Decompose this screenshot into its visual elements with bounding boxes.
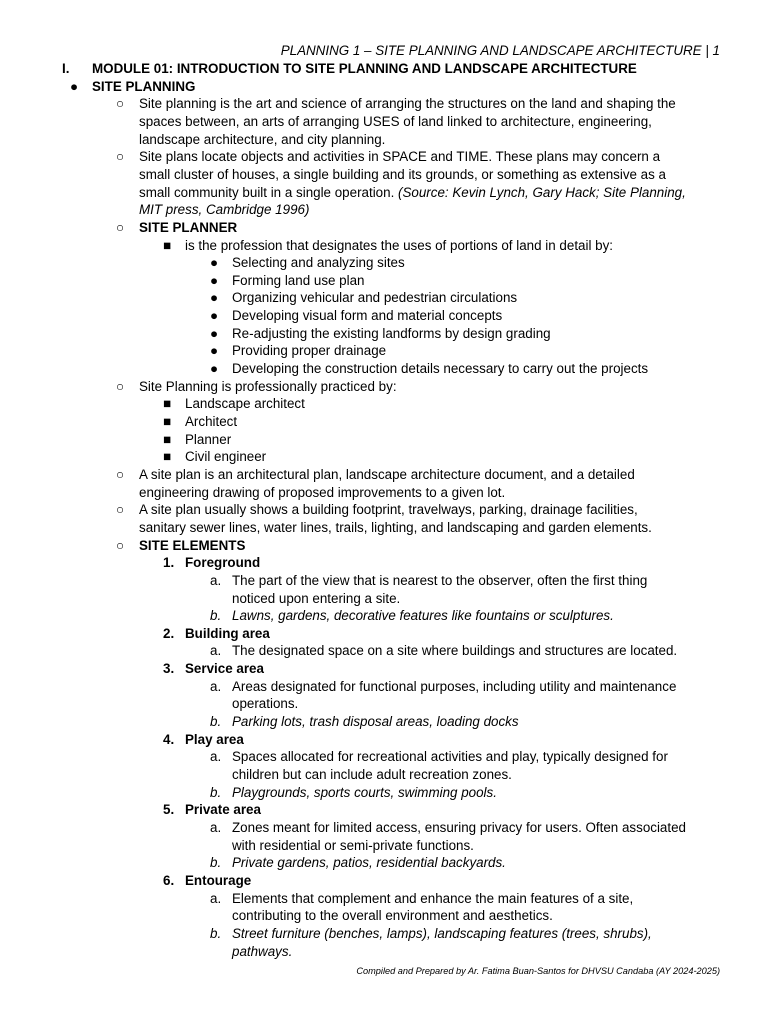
list-item: Developing the construction details necessary to carry out the projects bbox=[232, 361, 649, 377]
element-examples: Street furniture (benches, lamps), landscaping features (trees, shrubs), bbox=[232, 925, 652, 941]
page-number: | 1 bbox=[705, 43, 720, 58]
square-marker: ■ bbox=[163, 414, 172, 429]
element-description: Spaces allocated for recreational activities and play, typically designed for bbox=[232, 749, 668, 765]
circle-marker: ○ bbox=[116, 378, 125, 394]
paragraph-line: A site plan is an architectural plan, landscape architecture document, and a detailed bbox=[139, 466, 635, 482]
module-numeral: I. bbox=[62, 61, 70, 76]
paragraph-line: Site plans locate objects and activities in SPACE and TIME. These plans may concern a bbox=[139, 149, 661, 165]
paragraph-line: small cluster of houses, a single building and its grounds, or something as extensive as a bbox=[139, 166, 666, 182]
paragraph-line: small community built in a single operation. (Source: Kevin Lynch, Gary Hack; Site Planning, bbox=[139, 184, 686, 200]
list-item: Civil engineer bbox=[185, 449, 267, 465]
element-number: 5. bbox=[163, 802, 175, 818]
item-letter: a. bbox=[210, 890, 222, 906]
element-title: Building area bbox=[185, 625, 270, 641]
bullet-marker: ● bbox=[210, 308, 219, 324]
element-description: with residential or semi-private functions. bbox=[232, 837, 474, 853]
bullet-marker: ● bbox=[210, 325, 219, 341]
circle-marker: ○ bbox=[116, 537, 125, 553]
bullet-marker: ● bbox=[210, 343, 219, 359]
module-title: MODULE 01: INTRODUCTION TO SITE PLANNING AND LANDSCAPE ARCHITECTURE bbox=[92, 61, 637, 76]
paragraph-line: A site plan usually shows a building footprint, travelways, parking, drainage facilities, bbox=[139, 502, 638, 518]
square-marker: ■ bbox=[163, 237, 172, 253]
circle-marker: ○ bbox=[116, 219, 125, 235]
element-number: 4. bbox=[163, 731, 175, 747]
element-title: Foreground bbox=[185, 555, 261, 571]
square-marker: ■ bbox=[163, 449, 172, 465]
list-item: Planner bbox=[185, 431, 232, 447]
list-item: Developing visual form and material concepts bbox=[232, 308, 503, 324]
element-number: 1. bbox=[163, 555, 175, 571]
item-letter: a. bbox=[210, 678, 222, 694]
paragraph-line: sanitary sewer lines, water lines, trails, lighting, and landscaping and garden elements. bbox=[139, 519, 652, 535]
item-letter: b. bbox=[210, 608, 222, 624]
element-description: Zones meant for limited access, ensuring privacy for users. Often associated bbox=[232, 819, 686, 835]
bullet-marker: ● bbox=[210, 361, 219, 377]
paragraph-line: landscape architecture, and city planning. bbox=[139, 131, 386, 147]
circle-marker: ○ bbox=[116, 502, 125, 518]
source-citation: (Source: Kevin Lynch, Gary Hack; Site Planning, bbox=[398, 184, 686, 200]
item-letter: a. bbox=[210, 572, 222, 588]
item-letter: a. bbox=[210, 643, 222, 659]
item-letter: b. bbox=[210, 855, 222, 871]
element-title: Play area bbox=[185, 731, 244, 747]
section-heading: SITE PLANNING bbox=[92, 78, 196, 94]
page-header bbox=[281, 43, 720, 58]
item-letter: a. bbox=[210, 819, 222, 835]
square-marker: ■ bbox=[163, 431, 172, 447]
bullet-marker: ● bbox=[210, 272, 219, 288]
paragraph-line: engineering drawing of proposed improvements to a given lot. bbox=[139, 484, 506, 500]
list-item: Organizing vehicular and pedestrian circulations bbox=[232, 290, 518, 306]
element-examples: Private gardens, patios, residential backyards. bbox=[232, 855, 506, 871]
square-marker: ■ bbox=[163, 396, 172, 412]
list-item: Providing proper drainage bbox=[232, 343, 387, 359]
element-number: 3. bbox=[163, 661, 175, 677]
element-examples: Playgrounds, sports courts, swimming pools. bbox=[232, 784, 497, 800]
element-examples: pathways. bbox=[232, 943, 293, 959]
circle-marker: ○ bbox=[116, 466, 125, 482]
item-letter: b. bbox=[210, 714, 222, 730]
page-footer: Compiled and Prepared by Ar. Fatima Buan-Santos for DHVSU Candaba (AY 2024-2025) bbox=[356, 966, 720, 976]
element-examples: Parking lots, trash disposal areas, loading docks bbox=[232, 714, 519, 730]
list-item: Forming land use plan bbox=[232, 272, 365, 288]
item-letter: b. bbox=[210, 784, 222, 800]
paragraph-line: Site Planning is professionally practiced by: bbox=[139, 378, 397, 394]
element-description: noticed upon entering a site. bbox=[232, 590, 401, 606]
element-description: operations. bbox=[232, 696, 299, 712]
list-item: Landscape architect bbox=[185, 396, 305, 412]
bullet-marker: ● bbox=[210, 255, 219, 271]
element-description: Elements that complement and enhance the main features of a site, bbox=[232, 890, 634, 906]
subsection-heading: SITE ELEMENTS bbox=[139, 537, 246, 553]
source-citation: MIT press, Cambridge 1996) bbox=[139, 202, 310, 218]
circle-marker: ○ bbox=[116, 96, 125, 112]
element-title: Service area bbox=[185, 661, 264, 677]
list-item: Selecting and analyzing sites bbox=[232, 255, 405, 271]
paragraph-line: Site planning is the art and science of arranging the structures on the land and shaping the bbox=[139, 96, 676, 112]
list-item: Architect bbox=[185, 414, 238, 429]
element-description: contributing to the overall environment and aesthetics. bbox=[232, 908, 553, 924]
list-item: Re-adjusting the existing landforms by design grading bbox=[232, 325, 551, 341]
element-examples: Lawns, gardens, decorative features like fountains or sculptures. bbox=[232, 608, 614, 624]
item-letter: b. bbox=[210, 925, 222, 941]
subsection-heading: SITE PLANNER bbox=[139, 219, 238, 235]
paragraph-line: is the profession that designates the uses of portions of land in detail by: bbox=[185, 237, 614, 253]
header-title: PLANNING 1 – SITE PLANNING AND LANDSCAPE ARCHITECTURE bbox=[280, 43, 702, 58]
element-description: children but can include adult recreation zones. bbox=[232, 767, 512, 782]
element-title: Entourage bbox=[185, 872, 252, 888]
paragraph-line: spaces between, an arts of arranging USES of land linked to architecture, engineering, bbox=[139, 113, 652, 129]
element-description: The part of the view that is nearest to the observer, often the first thing bbox=[232, 572, 648, 588]
item-letter: a. bbox=[210, 749, 222, 765]
element-description: The designated space on a site where buildings and structures are located. bbox=[232, 643, 678, 659]
circle-marker: ○ bbox=[116, 149, 125, 165]
element-description: Areas designated for functional purposes, including utility and maintenance bbox=[232, 678, 677, 694]
bullet-marker: ● bbox=[70, 78, 79, 94]
bullet-marker: ● bbox=[210, 290, 219, 306]
element-number: 6. bbox=[163, 872, 175, 888]
element-number: 2. bbox=[163, 625, 175, 641]
element-title: Private area bbox=[185, 802, 261, 818]
